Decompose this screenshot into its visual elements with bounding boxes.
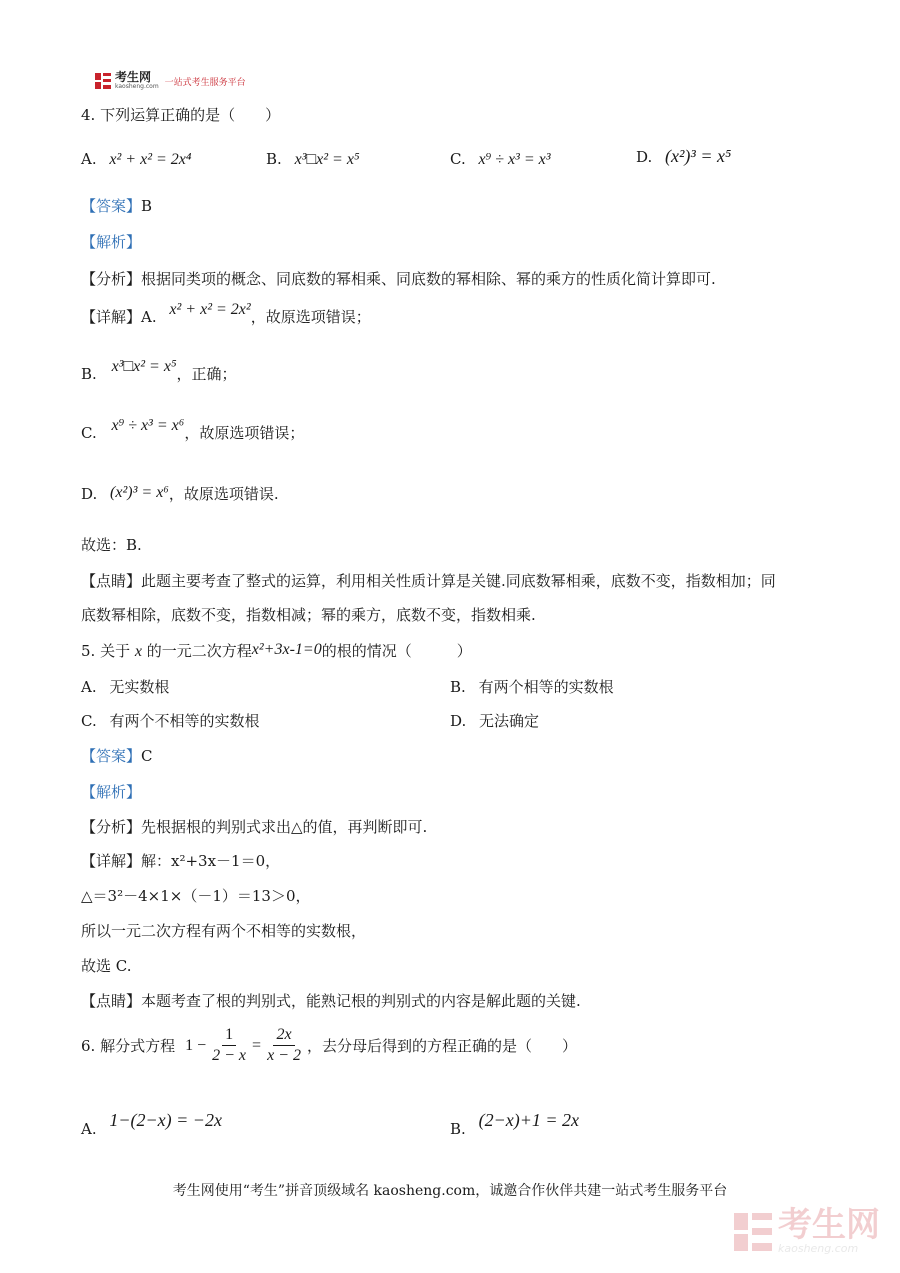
detail-text: ，故原选项错误； (184, 424, 305, 442)
q5-stem-prefix: 5. 关于 (81, 642, 131, 660)
option-math: x³□x² = x⁵ (294, 151, 360, 168)
q5-option-d (450, 710, 539, 731)
option-label: A. (81, 150, 97, 168)
q4-option-c (450, 150, 551, 169)
q4-jiexi-tag: 【解析】 (81, 233, 142, 251)
q6-option-a (81, 1110, 222, 1138)
detail-math: x³□x² = x⁵ (111, 358, 177, 375)
fenxi-tag: 【分析】 (81, 270, 142, 288)
q5-stem-suffix: 的根的情况（ ） (321, 642, 472, 660)
q6-fraction-2 (264, 1025, 304, 1066)
option-label: A. (81, 1120, 97, 1138)
option-label: D. (450, 712, 467, 730)
option-text: 有两个不相等的实数根 (109, 712, 260, 730)
fraction-denominator: 2 − x (212, 1047, 247, 1064)
q4-dianjing-line1 (81, 570, 776, 591)
dianjing-text: 本题考查了根的判别式，能熟记根的判别式的内容是解此题的关键. (141, 992, 581, 1010)
header-logo (95, 72, 246, 90)
q5-fenxi (81, 816, 427, 837)
option-math: (x²)³ = x⁵ (665, 146, 732, 166)
q4-answer (81, 195, 152, 216)
option-label: A. (81, 678, 97, 696)
detail-label: B. (81, 365, 97, 383)
option-math: x⁹ ÷ x³ = x³ (478, 151, 551, 168)
page-footer: 考生网使用“考生”拼音顶级域名 kaosheng.com，诚邀合作伙伴共建一站式考生服务平台 (172, 1183, 728, 1199)
q5-detail-line2: △＝3²－4×1×（－1）＝13＞0， (81, 887, 311, 905)
watermark (734, 1205, 880, 1255)
detail-label: C. (81, 424, 97, 442)
option-label: C. (450, 150, 466, 168)
q4-option-d (636, 146, 731, 167)
q4-option-b (266, 150, 360, 169)
detail-text: ，正确； (176, 365, 237, 383)
q5-option-b (450, 676, 614, 697)
fraction-numerator: 2x (273, 1025, 294, 1046)
q4-dianjing-line2: 底数幂相除，底数不变，指数相减；幂的乘方，底数不变，指数相乘. (81, 606, 536, 624)
detail-text: 解：x²+3x－1＝0， (141, 852, 281, 870)
answer-tag: 【答案】 (81, 197, 142, 215)
option-math: 1−(2−x) = −2x (109, 1110, 222, 1130)
option-label: B. (266, 150, 282, 168)
q5-detail-line3: 所以一元二次方程有两个不相等的实数根， (81, 922, 367, 940)
answer-tag: 【答案】 (81, 747, 142, 765)
q5-stem-eq: x²+3x-1=0 (251, 641, 322, 658)
option-math: x² + x² = 2x⁴ (109, 151, 192, 168)
q5-jiexi-tag: 【解析】 (81, 783, 142, 801)
logo-sub: kaosheng.com (115, 83, 159, 90)
dianjing-text: 此题主要考查了整式的运算，利用相关性质计算是关键.同底数幂相乘，底数不变，指数相加；同 (141, 572, 776, 590)
q4-stem: 4. 下列运算正确的是（ ） (81, 106, 281, 124)
q4-option-a (81, 150, 191, 169)
option-label: B. (450, 1120, 466, 1138)
q6-stem-prefix: 6. 解分式方程 (81, 1037, 176, 1055)
option-math: (2−x)+1 = 2x (478, 1110, 579, 1130)
detail-math: x⁹ ÷ x³ = x⁶ (111, 417, 185, 434)
q6-eq-sign: = (252, 1036, 262, 1054)
watermark-sub: kaosheng.com (778, 1242, 859, 1255)
fenxi-text: 根据同类项的概念、同底数的幂相乘、同底数的幂相除、幂的乘方的性质化简计算即可. (141, 270, 716, 288)
q5-option-c (81, 710, 260, 731)
option-label: C. (81, 712, 97, 730)
q4-detail-b (81, 358, 237, 384)
dianjing-tag: 【点睛】 (81, 572, 142, 590)
detail-label: A. (141, 308, 157, 326)
fraction-numerator: 1 (222, 1025, 236, 1046)
option-label: B. (450, 678, 466, 696)
option-text: 有两个相等的实数根 (478, 678, 614, 696)
detail-text: ，故原选项错误. (168, 485, 279, 503)
answer-value: B (141, 197, 153, 215)
detail-text: ，故原选项错误； (250, 308, 371, 326)
fraction-denominator: x − 2 (267, 1047, 301, 1064)
q5-detail-line1 (81, 850, 280, 871)
fenxi-tag: 【分析】 (81, 818, 142, 836)
q5-stem (81, 640, 472, 661)
q5-dianjing (81, 990, 581, 1011)
q4-conclusion: 故选：B. (81, 536, 142, 554)
q4-fenxi (81, 268, 716, 289)
dianjing-tag: 【点睛】 (81, 992, 142, 1010)
watermark-text: 考生网 (778, 1205, 880, 1245)
option-text: 无实数根 (109, 678, 170, 696)
option-text: 无法确定 (479, 712, 540, 730)
detail-tag: 【详解】 (81, 852, 142, 870)
detail-math: (x²)³ = x⁶ (110, 484, 169, 501)
q5-option-a (81, 676, 169, 697)
q6-stem (81, 1025, 577, 1066)
logo-slogan: 一站式考生服务平台 (164, 77, 246, 88)
q5-stem-var: x (134, 643, 142, 660)
q4-detail-c (81, 417, 305, 443)
q5-detail-line4: 故选 C. (81, 957, 132, 975)
q6-option-b (450, 1110, 579, 1138)
q5-stem-middle: 的一元二次方程 (146, 642, 252, 660)
detail-math: x² + x² = 2x² (169, 301, 251, 318)
q4-detail-d (81, 483, 279, 504)
detail-tag: 【详解】 (81, 308, 142, 326)
q5-answer (81, 745, 153, 766)
logo-text: 考生网 (115, 70, 152, 84)
logo-mark-icon (95, 73, 111, 89)
q6-eq-left: 1 − (185, 1036, 207, 1054)
q6-stem-suffix: ，去分母后得到的方程正确的是（ ） (306, 1037, 577, 1055)
fenxi-text: 先根据根的判别式求出△的值，再判断即可. (141, 818, 428, 836)
watermark-logo-icon (734, 1213, 772, 1251)
detail-label: D. (81, 485, 98, 503)
answer-value: C (141, 747, 153, 765)
q6-fraction-1 (209, 1025, 249, 1066)
option-label: D. (636, 148, 653, 166)
q4-detail-a (81, 301, 371, 327)
